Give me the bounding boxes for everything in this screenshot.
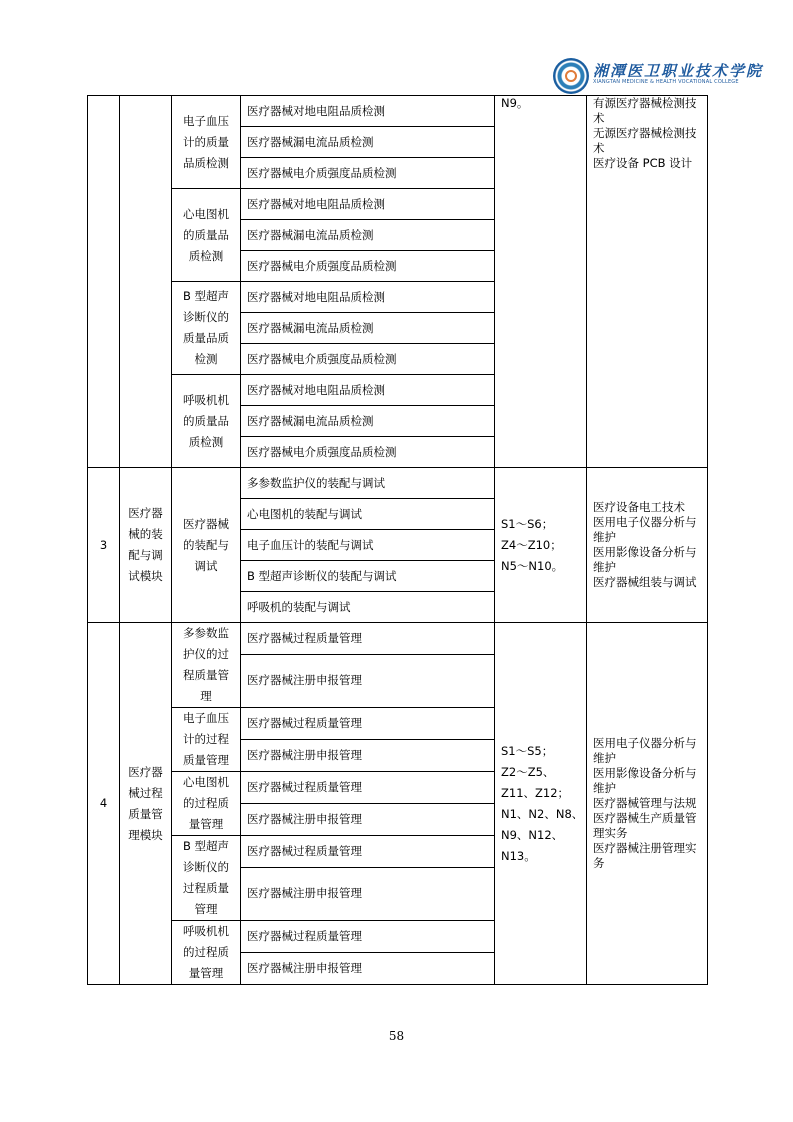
sub-item-name: 心电图机的过程质量管理 bbox=[172, 772, 241, 836]
standards-cell bbox=[495, 623, 587, 985]
standard-code: S1～S6； bbox=[501, 516, 554, 531]
standard-code: N9。 bbox=[501, 96, 529, 110]
task-item: 医疗器械漏电流品质检测 bbox=[241, 313, 495, 344]
task-item: 多参数监护仪的装配与调试 bbox=[241, 468, 495, 499]
task-item: 医疗器械对地电阻品质检测 bbox=[241, 96, 495, 127]
course-name: 医用影像设备分析与维护 bbox=[593, 545, 697, 574]
standard-code: Z4～Z10； bbox=[501, 537, 562, 552]
task-item: 医疗器械注册申报管理 bbox=[241, 953, 495, 985]
course-name: 医用电子仪器分析与维护 bbox=[593, 515, 697, 544]
task-item: 医疗器械注册申报管理 bbox=[241, 740, 495, 772]
task-item: B 型超声诊断仪的装配与调试 bbox=[241, 561, 495, 592]
sub-item-name: 呼吸机机的过程质量管理 bbox=[172, 921, 241, 985]
task-item: 医疗器械漏电流品质检测 bbox=[241, 220, 495, 251]
task-item: 医疗器械电介质强度品质检测 bbox=[241, 437, 495, 468]
task-item: 医疗器械过程质量管理 bbox=[241, 921, 495, 953]
college-emblem-icon bbox=[553, 58, 589, 94]
module-number: 3 bbox=[88, 468, 120, 623]
sub-item-name: 医疗器械的装配与调试 bbox=[172, 468, 241, 623]
module-number bbox=[88, 96, 120, 468]
college-name-en: XIANGTAN MEDICINE & HEALTH VOCATIONAL COLLEGE bbox=[593, 79, 739, 85]
sub-item-name: 呼吸机机的质量品质检测 bbox=[172, 375, 241, 468]
task-item: 医疗器械过程质量管理 bbox=[241, 836, 495, 868]
task-item: 医疗器械电介质强度品质检测 bbox=[241, 251, 495, 282]
task-item: 医疗器械对地电阻品质检测 bbox=[241, 375, 495, 406]
standard-code: S1～S5； bbox=[501, 743, 554, 758]
courses-cell bbox=[587, 623, 708, 985]
task-item: 医疗器械电介质强度品质检测 bbox=[241, 344, 495, 375]
course-name: 医疗设备 PCB 设计 bbox=[593, 156, 693, 170]
task-item: 医疗器械注册申报管理 bbox=[241, 654, 495, 707]
course-name: 医用电子仪器分析与维护 bbox=[593, 736, 697, 765]
task-item: 医疗器械注册申报管理 bbox=[241, 804, 495, 836]
task-item: 医疗器械漏电流品质检测 bbox=[241, 406, 495, 437]
task-item: 医疗器械对地电阻品质检测 bbox=[241, 189, 495, 220]
standard-code: Z2～Z5、Z11、Z12； bbox=[501, 764, 570, 800]
sub-item-name: B 型超声诊断仪的质量品质检测 bbox=[172, 282, 241, 375]
sub-item-name: 多参数监护仪的过程质量管理 bbox=[172, 623, 241, 708]
sub-item-name: 电子血压计的质量品质检测 bbox=[172, 96, 241, 189]
module-number: 4 bbox=[88, 623, 120, 985]
courses-cell bbox=[587, 96, 708, 468]
task-item: 医疗器械过程质量管理 bbox=[241, 623, 495, 655]
course-name: 医疗设备电工技术 bbox=[593, 500, 685, 514]
courses-cell bbox=[587, 468, 708, 623]
task-item: 医疗器械电介质强度品质检测 bbox=[241, 158, 495, 189]
standards-cell bbox=[495, 468, 587, 623]
table-row bbox=[88, 623, 708, 655]
sub-item-name: B 型超声诊断仪的过程质量管理 bbox=[172, 836, 241, 921]
course-name: 无源医疗器械检测技术 bbox=[593, 126, 697, 155]
college-name-cn: 湘潭医卫职业技术学院 bbox=[593, 62, 764, 80]
table-row bbox=[88, 468, 708, 499]
task-item: 医疗器械过程质量管理 bbox=[241, 772, 495, 804]
curriculum-table bbox=[87, 95, 708, 985]
standards-cell bbox=[495, 96, 587, 468]
module-name: 医疗器械过程质量管理模块 bbox=[120, 623, 172, 985]
task-item: 医疗器械漏电流品质检测 bbox=[241, 127, 495, 158]
table-row bbox=[88, 96, 708, 127]
course-name: 医疗器械注册管理实务 bbox=[593, 841, 697, 870]
course-name: 医疗器械组装与调试 bbox=[593, 575, 697, 589]
module-name: 医疗器械的装配与调试模块 bbox=[120, 468, 172, 623]
course-name: 医疗器械管理与法规 bbox=[593, 796, 697, 810]
task-item: 医疗器械过程质量管理 bbox=[241, 708, 495, 740]
task-item: 医疗器械对地电阻品质检测 bbox=[241, 282, 495, 313]
course-name: 有源医疗器械检测技术 bbox=[593, 96, 697, 125]
sub-item-name: 电子血压计的过程质量管理 bbox=[172, 708, 241, 772]
task-item: 呼吸机的装配与调试 bbox=[241, 592, 495, 623]
module-name bbox=[120, 96, 172, 468]
sub-item-name: 心电图机的质量品质检测 bbox=[172, 189, 241, 282]
course-name: 医疗器械生产质量管理实务 bbox=[593, 811, 697, 840]
page-number: 58 bbox=[388, 1029, 405, 1043]
standard-code: N1、N2、N8、N9、N12、N13。 bbox=[501, 806, 584, 863]
task-item: 医疗器械注册申报管理 bbox=[241, 867, 495, 920]
standard-code: N5～N10。 bbox=[501, 558, 564, 573]
task-item: 心电图机的装配与调试 bbox=[241, 499, 495, 530]
task-item: 电子血压计的装配与调试 bbox=[241, 530, 495, 561]
college-logo bbox=[553, 57, 764, 97]
course-name: 医用影像设备分析与维护 bbox=[593, 766, 697, 795]
